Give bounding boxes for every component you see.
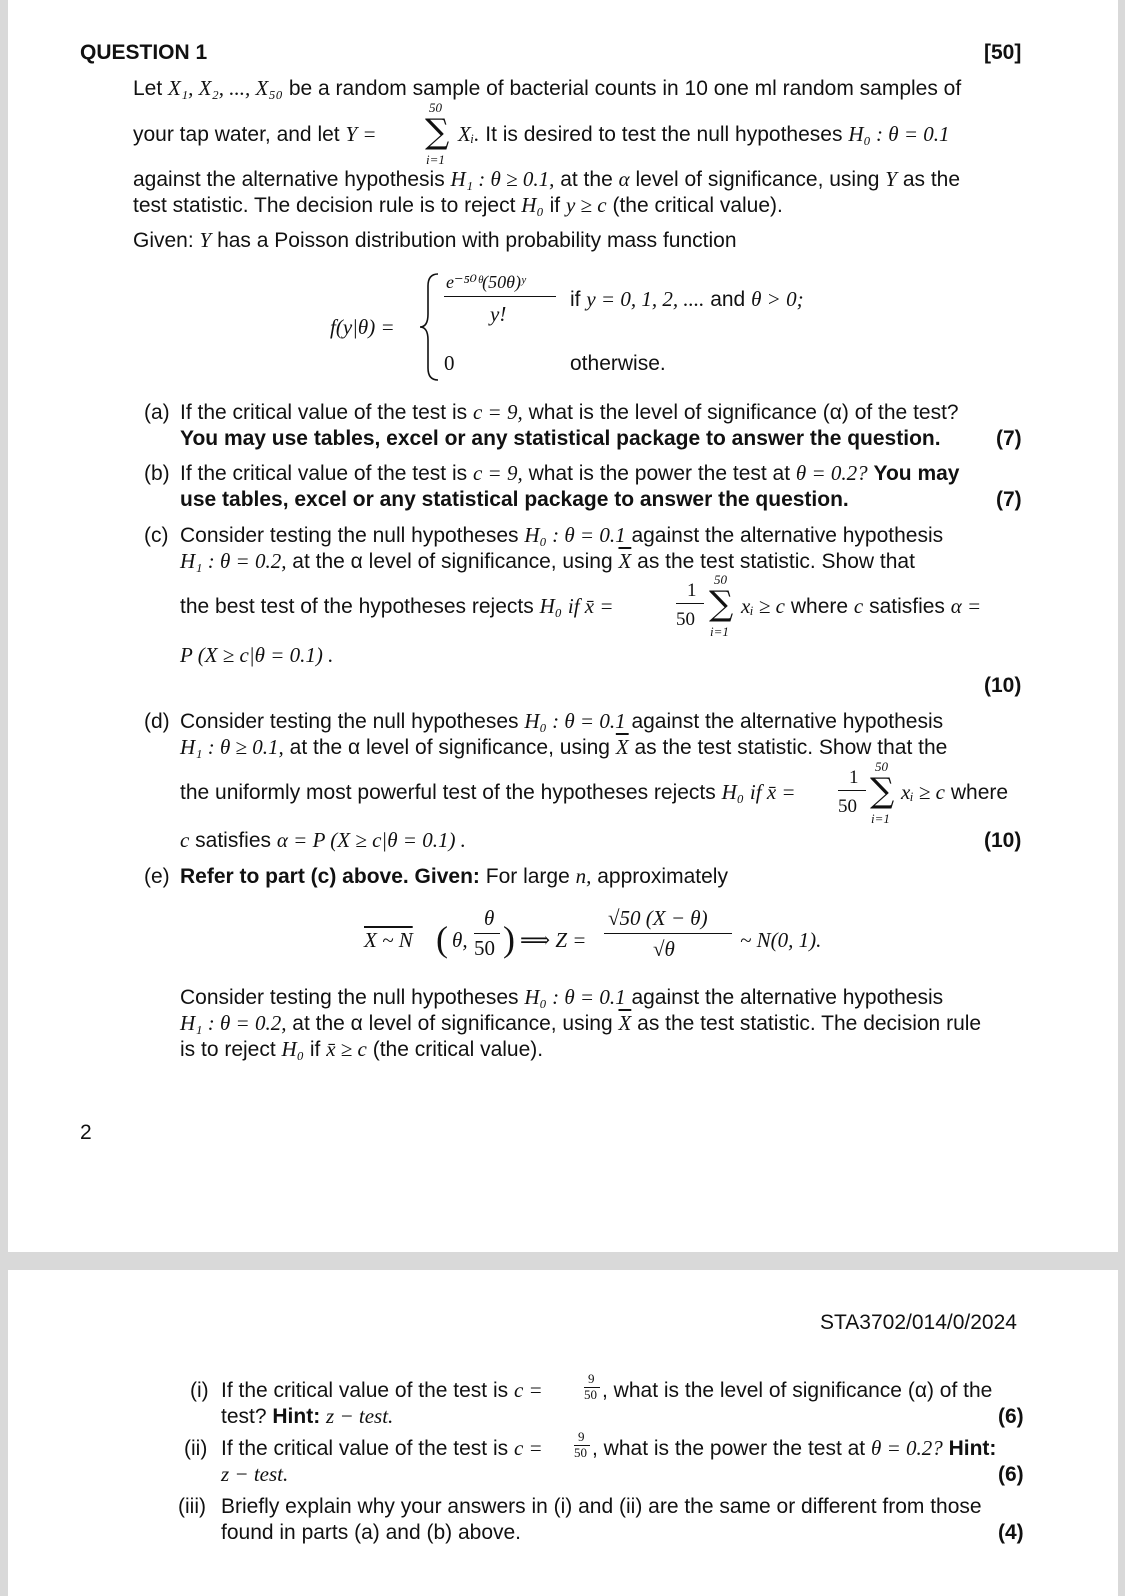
part-text: against the alternative hypothesis [631,524,944,547]
item-i-line-1 [221,1378,543,1403]
part-c-frac-num: 1 [687,580,697,601]
given-line [133,228,737,253]
part-d-sum-lower: i=1 [871,811,890,826]
c-symbol: c [853,594,864,618]
part-d-frac-den: 50 [838,796,857,817]
intro-text: be a random sample of bacterial counts in 10 one ml random samples of [288,77,962,100]
intro-text: Let [133,77,163,100]
part-text: If the critical value of the test is [221,1379,509,1402]
part-text: if [309,1038,321,1061]
part-e-para-line-3 [180,1037,543,1062]
part-c-line-3b [741,594,981,619]
part-text: what is the power the test at [528,462,791,485]
item-i-label: (i) [190,1379,209,1402]
part-a-marks: (7) [996,427,1022,450]
x-bar: $\overline{X}$ [615,735,629,759]
critical-value: c = [513,1378,543,1402]
z-numerator: √50 (X − θ) [608,906,708,930]
part-text: satisfies [195,829,272,852]
part-text: against the alternative hypothesis [631,710,944,733]
part-c-line-2 [180,549,915,574]
intro-text: your tap water, and let [133,123,340,146]
part-c-sum-upper: 50 [714,572,727,587]
alpha-equals: α = [950,594,982,618]
part-text: against the alternative hypothesis [631,986,944,1009]
norm-frac-den: 50 [474,936,495,960]
summation-sign: ∑ [425,112,450,152]
given-variable: Y [199,228,212,252]
part-d-sum-upper: 50 [875,759,888,774]
item-ii-frac-den: 50 [574,1445,587,1460]
part-text: test? [221,1405,267,1428]
h0-symbol: H₀ [281,1037,305,1061]
alt-hypothesis: H₁ : θ = 0.2, [180,1011,287,1035]
y-variable: Y [885,167,897,191]
part-c-label: (c) [144,524,169,547]
alt-hypothesis: H₁ : θ = 0.2, [180,549,287,573]
part-e-label: (e) [144,865,170,888]
item-ii-line-1b [592,1436,996,1461]
part-text: approximately [597,865,728,888]
part-text: at the α level of significance, using [292,550,613,573]
decision-rule: x̄ ≥ c [326,1037,367,1061]
part-a-label: (a) [144,401,170,424]
part-b-label: (b) [144,462,170,485]
critical-value: c = [513,1436,543,1460]
sum-tail: xᵢ ≥ c [741,594,785,618]
part-bold-text: Refer to part (c) above. Given: [180,865,480,888]
part-d-line-4 [180,828,466,853]
part-text: the best test of the hypotheses rejects [180,595,534,618]
h0-symbol: H₀ [539,594,563,618]
part-d-frac-bar [838,790,866,791]
intro-text: level of significance, using [635,168,880,191]
null-hypothesis: H₀ : θ = 0.1 [524,523,626,547]
part-b-line-2: use tables, excel or any statistical package to answer the question. [180,488,849,511]
question-heading: QUESTION 1 [80,41,208,64]
part-c-probability: P (X ≥ c|θ = 0.1) . [180,643,334,667]
pmf-brace [416,272,444,382]
course-code: STA3702/014/0/2024 [820,1311,1017,1334]
critical-value: c = 9, [472,461,523,485]
sum-lower-limit: i=1 [426,152,445,167]
part-text: where [950,781,1009,804]
theta-value: θ = 0.2? [795,461,868,485]
intro-line-3 [133,167,960,192]
part-text: If the critical value of the test is [180,401,468,424]
null-hypothesis: H₀ : θ = 0.1 [524,709,626,733]
n-symbol: n, [575,864,592,888]
part-a-line-1 [180,400,959,425]
sum-tail: xᵢ ≥ c [901,780,945,804]
part-text: the uniformly most powerful test of the hypotheses rejects [180,781,716,804]
probability-expression: α = P (X ≥ c|θ = 0.1) . [276,828,466,852]
part-text: Consider testing the null hypotheses [180,710,519,733]
intro-text: (the critical value). [612,194,783,217]
formula-right-paren: ) [503,919,515,959]
part-c-frac-bar [676,603,704,604]
pmf-denominator: y! [490,302,507,326]
item-ii-label: (ii) [184,1437,208,1460]
pmf-fraction-bar [444,296,556,297]
formula-left-paren: ( [436,919,448,959]
part-c-frac-den: 50 [676,609,695,630]
part-d-marks: (10) [984,829,1022,852]
x-bar: $\overline{X}$ [618,549,632,573]
part-d-line-3b [901,780,1008,805]
item-i-marks: (6) [998,1405,1024,1428]
part-e-line-1 [180,864,728,889]
pmf-lhs: f(y|θ) = [330,315,395,339]
part-d-label: (d) [144,710,170,733]
pmf-numerator: e⁻⁵⁰ᶿ(50θ)ʸ [446,272,526,292]
part-b-marks: (7) [996,488,1022,511]
part-d-frac-num: 1 [849,767,859,788]
given-text: has a Poisson distribution with probability mass function [217,229,737,252]
part-text: (the critical value). [372,1038,544,1061]
part-e-para-line-2 [180,1011,981,1036]
item-i-frac-num: 9 [588,1371,595,1386]
part-b-line-1 [180,461,959,486]
alt-hypothesis: H₁ : θ ≥ 0.1, [450,167,555,191]
part-text: Consider testing the null hypotheses [180,986,519,1009]
exam-page-1 [8,0,1118,1252]
alpha-symbol: α [618,167,630,191]
part-text: satisfies [869,595,945,618]
intro-text: as the [902,168,961,191]
total-marks: [50] [984,41,1022,64]
item-ii-frac-num: 9 [578,1429,585,1444]
part-text: , what is the power the test at [592,1437,866,1460]
x-bar: $\overline{X}$ [618,1011,632,1035]
part-c-summation: ∑ [709,584,734,624]
z-tail: ~ N(0, 1). [740,928,822,952]
sum-upper-limit: 50 [429,100,442,115]
part-text: Consider testing the null hypotheses [180,524,519,547]
item-ii-hint-expr: z − test. [221,1462,289,1486]
part-text: as the test statistic. The decision rule [637,1012,982,1035]
case-text: if [570,288,581,311]
x-bar-definition: if x̄ = [567,594,614,618]
part-c-sum-lower: i=1 [710,624,729,639]
pmf-case-2-value: 0 [444,351,455,375]
part-text: If the critical value of the test is [180,462,468,485]
null-hypothesis: H₀ : θ = 0.1 [848,122,950,146]
intro-text: against the alternative hypothesis [133,168,445,191]
item-i-line-1b: , what is the level of significance (α) of the [602,1379,993,1402]
part-d-line-2 [180,735,947,760]
part-d-line-1 [180,709,943,734]
hint-label: Hint: [948,1437,997,1460]
intro-text: at the [560,168,613,191]
intro-line-1 [133,76,961,101]
part-d-line-3 [180,780,796,805]
item-i-frac-den: 50 [584,1387,597,1402]
pmf-case-2-text: otherwise. [570,352,666,375]
item-i-line-2 [221,1404,393,1429]
part-c-line-3 [180,594,614,619]
z-denominator: √θ [653,937,675,961]
item-ii-line-1 [221,1436,543,1461]
part-d-summation: ∑ [870,771,895,811]
part-text: If the critical value of the test is [221,1437,509,1460]
part-text: is to reject [180,1038,276,1061]
formula-theta: θ, [452,928,468,952]
null-hypothesis: H₀ : θ = 0.1 [524,985,626,1009]
hint-expression: z − test. [326,1404,394,1428]
part-c-marks: (10) [984,674,1022,697]
case-text: and [710,288,746,311]
theta-value: θ = 0.2? [871,1436,943,1460]
critical-value: c = 9, [472,400,523,424]
decision-rule: y ≥ c [565,193,607,217]
intro-text: if [549,194,561,217]
c-symbol: c [180,828,190,852]
norm-frac-num: θ [484,906,495,930]
intro-line-2b [458,122,950,147]
part-text: what is the level of significance (α) of the test? [528,401,959,424]
part-text: at the α level of significance, using [289,736,610,759]
item-ii-marks: (6) [998,1463,1024,1486]
h0-symbol: H₀ [721,780,745,804]
item-iii-line-2: found in parts (a) and (b) above. [221,1521,522,1544]
intro-text: test statistic. The decision rule is to reject [133,194,516,217]
pmf-case-1 [570,287,804,312]
part-text: as the test statistic. Show that the [634,736,948,759]
h0-symbol: H₀ [521,193,544,217]
part-c-line-1 [180,523,943,548]
part-a-line-2: You may use tables, excel or any statistical package to answer the question. [180,427,941,450]
part-text: For large [485,865,570,888]
case-theta: θ > 0; [751,287,804,311]
y-definition: Y = [345,122,377,146]
formula-implies: ⟹ Z = [520,928,587,952]
part-bold-text: You may [873,462,960,485]
item-iii-marks: (4) [998,1521,1024,1544]
case-condition: y = 0, 1, 2, .... [586,287,705,311]
hint-label: Hint: [272,1405,321,1428]
norm-frac-bar [474,933,500,934]
item-iii-label: (iii) [178,1495,206,1518]
item-iii-line-1: Briefly explain why your answers in (i) and (ii) are the same or different from those [221,1495,982,1518]
page-number: 2 [80,1121,92,1144]
exam-page-2 [8,1270,1118,1596]
intro-line-4 [133,193,783,218]
x-bar-definition: if x̄ = [749,780,796,804]
part-text: where [790,595,849,618]
part-text: at the α level of significance, using [292,1012,613,1035]
sum-variable: Xᵢ. [458,122,480,146]
sample-variables: X₁, X₂, ..., X₅₀ [168,76,283,100]
intro-text: It is desired to test the null hypotheses [485,123,843,146]
intro-line-2a [133,122,377,147]
part-e-para-line-1 [180,985,943,1010]
given-label: Given: [133,229,194,252]
formula-lhs: X ~ N [364,928,413,952]
z-fraction-bar [604,933,732,934]
part-text: as the test statistic. Show that [637,550,915,573]
alt-hypothesis: H₁ : θ ≥ 0.1, [180,735,284,759]
